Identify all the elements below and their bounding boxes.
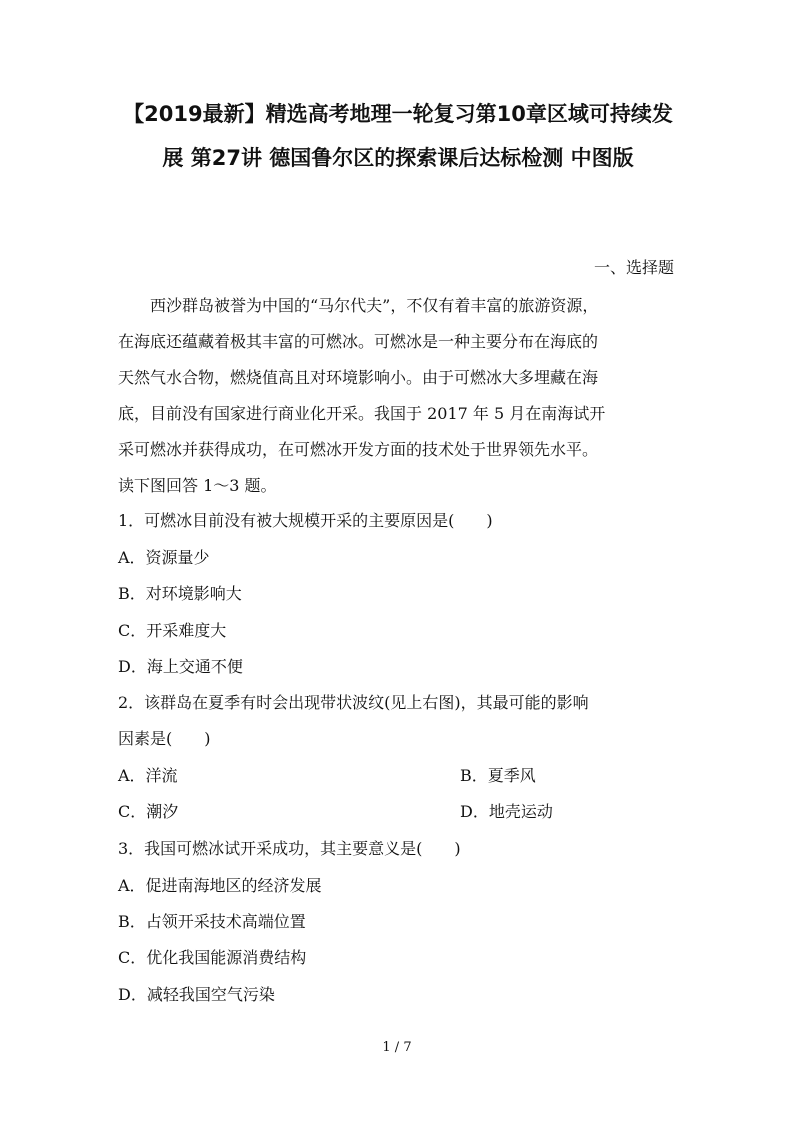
question-3-stem: 3．我国可燃冰试开采成功，其主要意义是( ) bbox=[118, 839, 461, 858]
question-1-option-b: B．对环境影响大 bbox=[118, 584, 242, 603]
intro-line: 在海底还蕴藏着极其丰富的可燃冰。可燃冰是一种主要分布在海底的 bbox=[118, 332, 599, 351]
intro-line: 天然气水合物，燃烧值高且对环境影响小。由于可燃冰大多埋藏在海 bbox=[118, 368, 599, 387]
intro-line: 采可燃冰并获得成功，在可燃冰开发方面的技术处于世界领先水平。 bbox=[118, 440, 599, 459]
question-3-option-b: B．占领开采技术高端位置 bbox=[118, 912, 306, 931]
page-number: 1 / 7 bbox=[382, 1040, 412, 1055]
title-line-1: 【2019最新】精选高考地理一轮复习第10章区域可持续发 bbox=[123, 102, 673, 126]
question-1-option-a: A．资源量少 bbox=[118, 548, 210, 567]
question-2-option-b: B．夏季风 bbox=[460, 766, 536, 785]
question-3-option-d: D．减轻我国空气污染 bbox=[118, 985, 275, 1004]
intro-line: 西沙群岛被誉为中国的“马尔代夫”，不仅有着丰富的旅游资源， bbox=[150, 296, 599, 315]
question-1-option-c: C．开采难度大 bbox=[118, 621, 227, 640]
question-2-option-c: C．潮汐 bbox=[118, 802, 179, 821]
question-1-stem: 1．可燃冰目前没有被大规模开采的主要原因是( ) bbox=[118, 511, 493, 530]
question-2-stem-line-2: 因素是( ) bbox=[118, 729, 211, 748]
title-line-2: 展 第27讲 德国鲁尔区的探索课后达标检测 中图版 bbox=[162, 146, 634, 170]
intro-line: 读下图回答 1～3 题。 bbox=[118, 476, 277, 495]
intro-line: 底，目前没有国家进行商业化开采。我国于 2017 年 5 月在南海试开 bbox=[118, 404, 606, 423]
section-heading: 一、选择题 bbox=[593, 258, 674, 277]
question-1-option-d: D．海上交通不便 bbox=[118, 657, 243, 676]
question-2-option-a: A．洋流 bbox=[118, 766, 178, 785]
question-3-option-c: C．优化我国能源消费结构 bbox=[118, 948, 307, 967]
question-3-option-a: A．促进南海地区的经济发展 bbox=[118, 876, 322, 895]
intro-paragraph bbox=[118, 288, 674, 504]
question-2-option-d: D．地壳运动 bbox=[460, 802, 553, 821]
document-title bbox=[118, 92, 678, 180]
question-2-stem-line-1: 2．该群岛在夏季有时会出现带状波纹(见上右图)，其最可能的影响 bbox=[118, 693, 589, 712]
